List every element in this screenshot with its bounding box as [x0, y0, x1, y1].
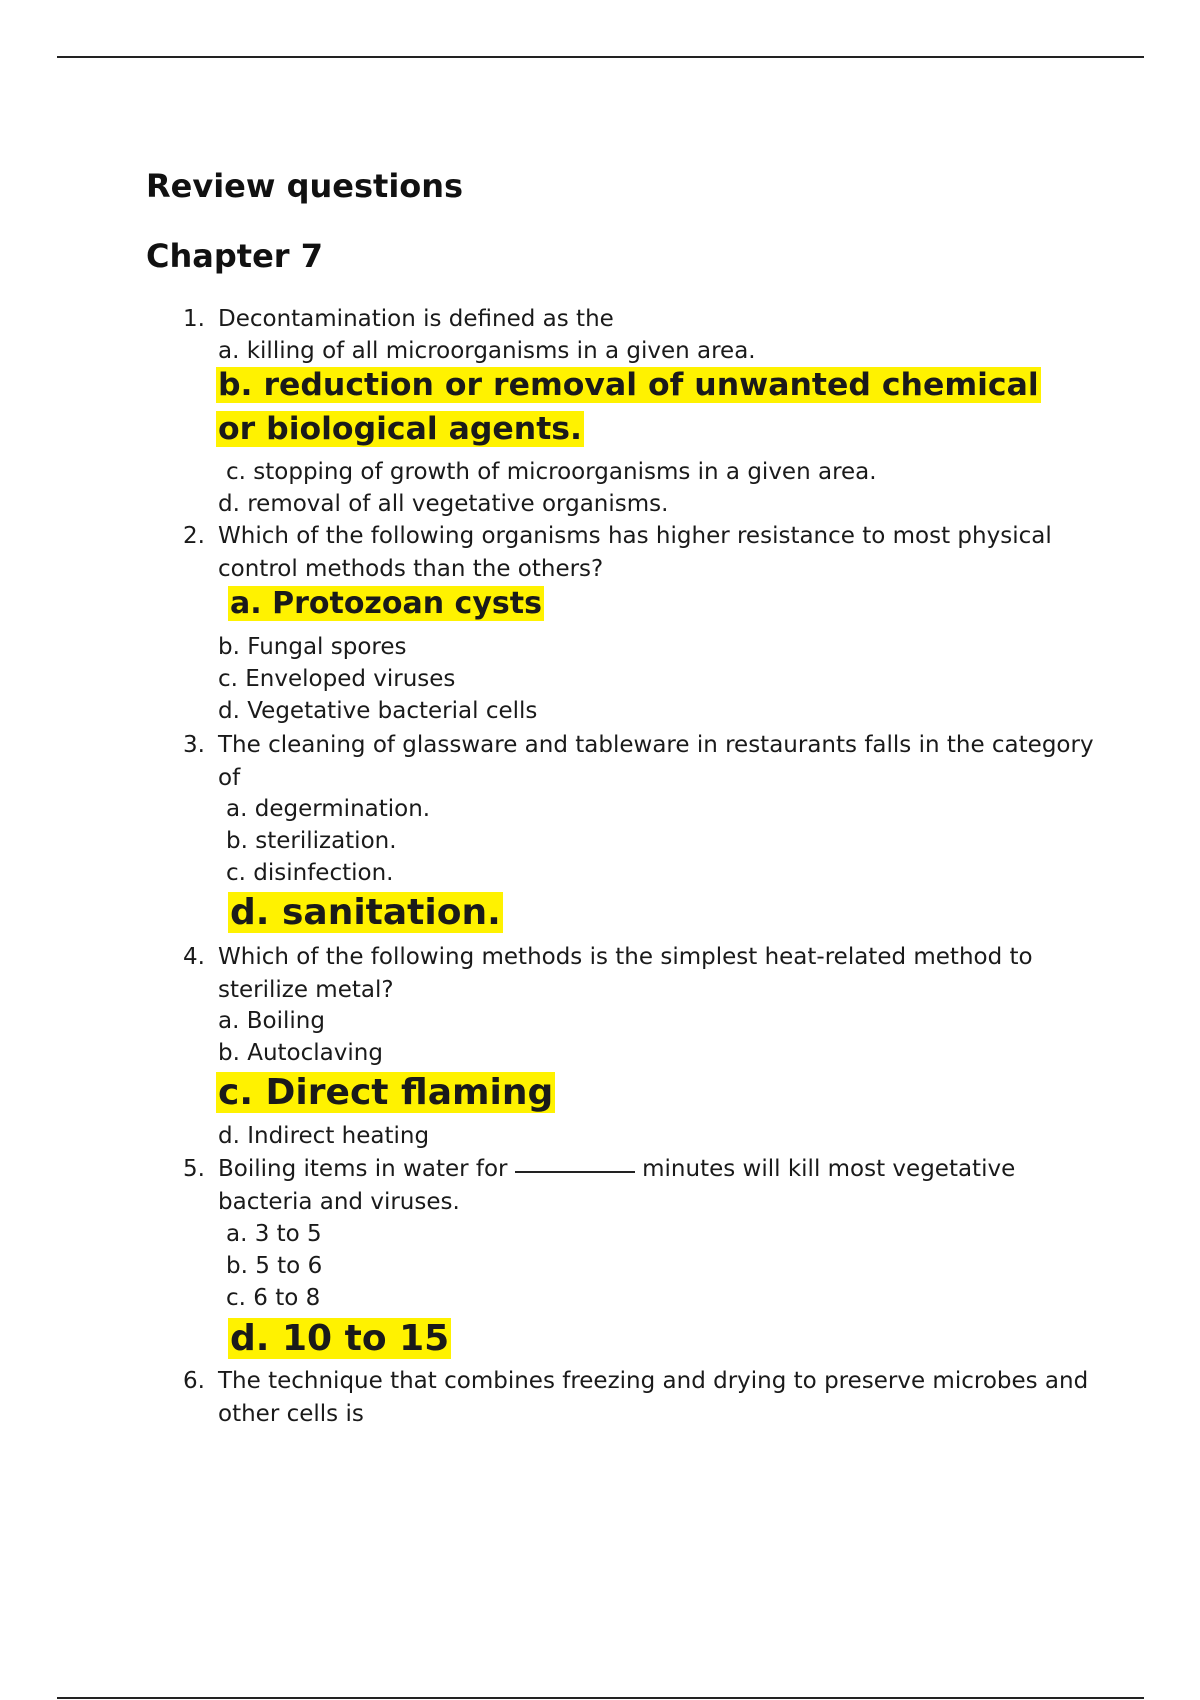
q2-option-c: c. Enveloped viruses [218, 666, 456, 692]
q1-option-d: d. removal of all vegetative organisms. [218, 491, 669, 517]
question-4 [181, 941, 1101, 1006]
q1-option-c: c. stopping of growth of microorganisms in a given area. [226, 459, 877, 485]
q1-answer-line-2 [216, 411, 584, 449]
q3-answer [228, 891, 503, 934]
question-stem: Which of the following organisms has higher resistance to most physical control methods than the others? [218, 523, 1052, 582]
question-1 [181, 303, 1101, 336]
question-number: 1. [183, 306, 205, 332]
question-stem: The technique that combines freezing and drying to preserve microbes and other cells is [218, 1368, 1089, 1427]
stem-before-blank: Boiling items in water for [218, 1156, 508, 1182]
answer-highlight: d. 10 to 15 [230, 1318, 450, 1359]
q4-option-d: d. Indirect heating [218, 1123, 430, 1149]
answer-highlight: a. Protozoan cysts [230, 586, 542, 621]
footer-rule [57, 1697, 1144, 1699]
q3-option-a: a. degermination. [226, 796, 431, 822]
question-number: 6. [183, 1368, 205, 1394]
stem-after-blank: minutes will kill most vegetative bacteria and viruses. [218, 1156, 1016, 1215]
header-rule [57, 56, 1144, 58]
q5-option-a: a. 3 to 5 [226, 1221, 322, 1247]
question-stem: The cleaning of glassware and tableware in restaurants falls in the category of [218, 732, 1094, 791]
q1-answer-line-1 [216, 367, 1041, 405]
question-3 [181, 729, 1101, 794]
answer-highlight: or biological agents. [218, 411, 582, 447]
question-stem: Which of the following methods is the simplest heat-related method to sterilize metal? [218, 944, 1033, 1003]
q1-option-a: a. killing of all microorganisms in a given area. [218, 338, 756, 364]
question-2 [181, 520, 1101, 585]
question-5 [181, 1153, 1101, 1218]
q2-option-d: d. Vegetative bacterial cells [218, 698, 538, 724]
question-number: 4. [183, 944, 205, 970]
q5-answer [228, 1317, 451, 1360]
answer-highlight: d. sanitation. [230, 892, 501, 933]
q2-answer [228, 586, 544, 622]
chapter-heading: Chapter 7 [146, 237, 323, 275]
q5-option-c: c. 6 to 8 [226, 1285, 321, 1311]
answer-highlight: b. reduction or removal of unwanted chemical [218, 367, 1039, 403]
q3-option-b: b. sterilization. [226, 828, 397, 854]
question-stem [218, 1153, 1101, 1218]
question-number: 5. [183, 1156, 205, 1182]
q2-option-b: b. Fungal spores [218, 634, 407, 660]
question-number: 3. [183, 732, 205, 758]
q4-answer [216, 1071, 555, 1114]
q4-option-a: a. Boiling [218, 1008, 325, 1034]
q3-option-c: c. disinfection. [226, 860, 394, 886]
page-title: Review questions [146, 167, 464, 205]
fill-in-blank [515, 1171, 635, 1173]
question-stem: Decontamination is defined as the [218, 306, 614, 332]
question-number: 2. [183, 523, 205, 549]
q5-option-b: b. 5 to 6 [226, 1253, 323, 1279]
answer-highlight: c. Direct flaming [218, 1072, 554, 1113]
q4-option-b: b. Autoclaving [218, 1040, 383, 1066]
question-6 [181, 1365, 1101, 1430]
